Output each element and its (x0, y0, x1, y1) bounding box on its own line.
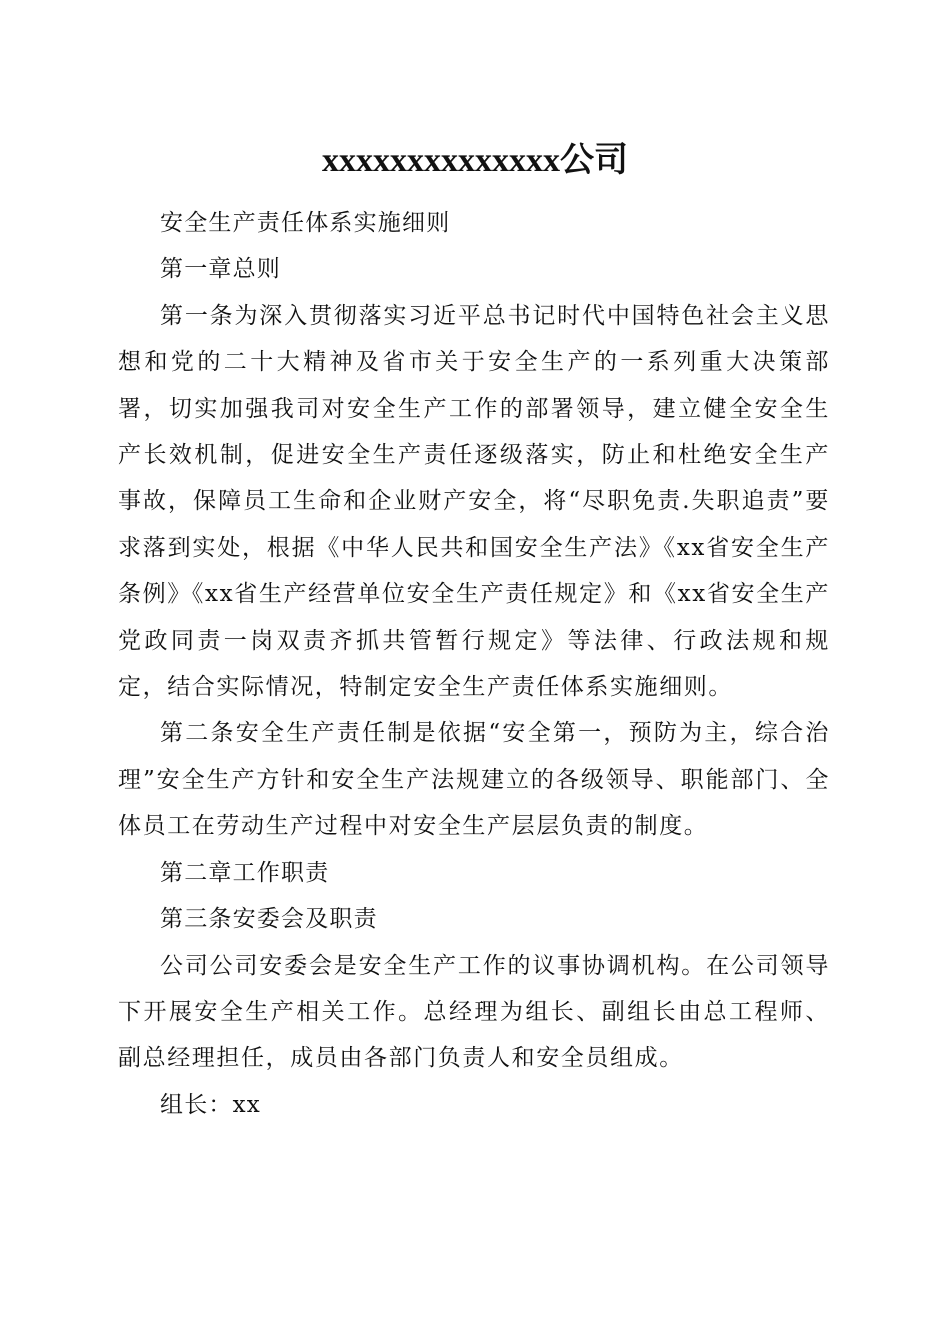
article-3-heading: 第三条安委会及职责 (160, 906, 378, 933)
chapter-2-heading: 第二章工作职责 (160, 859, 330, 886)
chapter-1-heading: 第一章总则 (160, 256, 281, 283)
document-body (118, 200, 830, 1128)
article-3-paragraph: 公司公司安委会是安全生产工作的议事协调机构。在公司领导下开展安全生产相关工作。总经理为组长、副组长由总工程师、副总经理担任，成员由各部门负责人和安全员组成。 (118, 952, 830, 1072)
leader-line: 组长：xx (160, 1091, 261, 1118)
document-subtitle: 安全生产责任体系实施细则 (160, 210, 451, 236)
article-1-paragraph: 第一条为深入贯彻落实习近平总书记时代中国特色社会主义思想和党的二十大精神及省市关于安全生产的一系列重大决策部署，切实加强我司对安全生产工作的部署领导，建立健全安全生产长效机制，促进安全生产责任逐级落实，防止和杜绝安全生产事故，保障员工生命和企业财产安全，将“尽职免责.失职追责”要求落到实处，根据《中华人民共和国安全生产法》《xx省安全生产条例》《xx省生产经营单位安全生产责任规定》和《xx省安全生产党政同责一岗双责齐抓共管暂行规定》等法律、行政法规和规定，结合实际情况，特制定安全生产责任体系实施细则。 (118, 302, 830, 701)
document-title: xxxxxxxxxxxxxx公司 (322, 142, 628, 179)
article-2-paragraph: 第二条安全生产责任制是依据“安全第一，预防为主，综合治理”安全生产方针和安全生产法规建立的各级领导、职能部门、全体员工在劳动生产过程中对安全生产层层负责的制度。 (118, 720, 830, 840)
